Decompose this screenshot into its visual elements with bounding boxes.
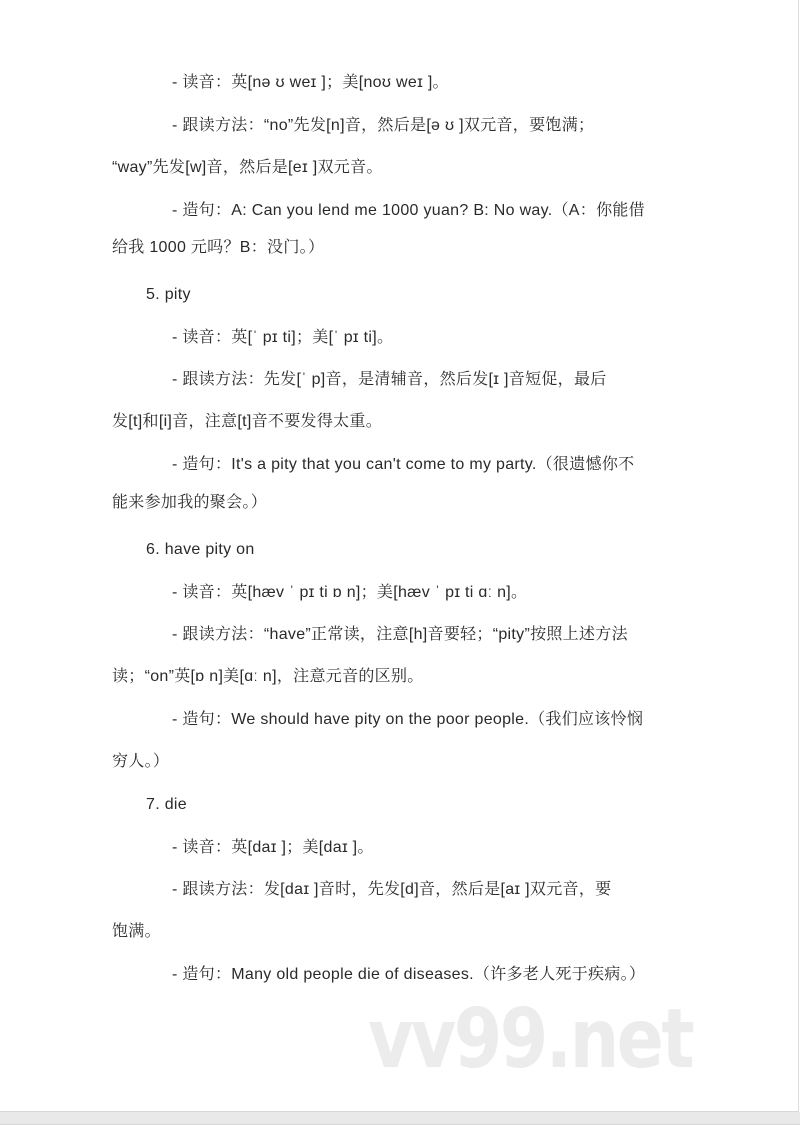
pronunciation-line: - 读音：英[nə ʊ weɪ ]；美[noʊ weɪ ]。	[172, 74, 449, 91]
reading-method-continuation: 发[t]和[i]音，注意[t]音不要发得太重。	[112, 413, 383, 430]
example-sentence-continuation: 给我 1000 元吗？B：没门。）	[112, 239, 325, 256]
page-separator	[0, 1112, 800, 1125]
entry-heading-have-pity-on: 6. have pity on	[146, 541, 255, 558]
example-sentence-line: - 造句：It's a pity that you can't come to my party.（很遗憾你不	[172, 456, 635, 473]
entry-heading-die: 7. die	[146, 796, 187, 813]
reading-method-line: - 跟读方法：“no”先发[n]音，然后是[ə ʊ ]双元音，要饱满；	[172, 117, 595, 134]
example-sentence-continuation: 能来参加我的聚会。）	[112, 494, 268, 511]
watermark: vv99.net	[368, 992, 693, 1087]
example-sentence-line: - 造句：A: Can you lend me 1000 yuan? B: No way.（A：你能借	[172, 202, 645, 219]
example-sentence-line: - 造句：We should have pity on the poor people.（我们应该怜悯	[172, 711, 644, 728]
entry-heading-pity: 5. pity	[146, 286, 191, 303]
reading-method-line: - 跟读方法：先发[ˈ p]音，是清辅音，然后发[ɪ ]音短促，最后	[172, 371, 607, 388]
reading-method-continuation: 读；“on”英[ɒ n]美[ɑː n]，注意元音的区别。	[112, 668, 424, 685]
reading-method-line: - 跟读方法：“have”正常读，注意[h]音要轻；“pity”按照上述方法	[172, 626, 628, 643]
pronunciation-line: - 读音：英[daɪ ]；美[daɪ ]。	[172, 839, 374, 856]
reading-method-continuation: 饱满。	[112, 923, 161, 940]
example-sentence-continuation: 穷人。）	[112, 753, 170, 770]
pronunciation-line: - 读音：英[ˈ pɪ ti]；美[ˈ pɪ ti]。	[172, 329, 394, 346]
reading-method-continuation: “way”先发[w]音，然后是[eɪ ]双元音。	[112, 159, 383, 176]
reading-method-line: - 跟读方法：发[daɪ ]音时，先发[d]音，然后是[aɪ ]双元音，要	[172, 881, 612, 898]
example-sentence-line: - 造句：Many old people die of diseases.（许多老人死于疾病。）	[172, 966, 646, 983]
pronunciation-line: - 读音：英[hæv ˈ pɪ ti ɒ n]；美[hæv ˈ pɪ ti ɑː n]。	[172, 584, 528, 601]
